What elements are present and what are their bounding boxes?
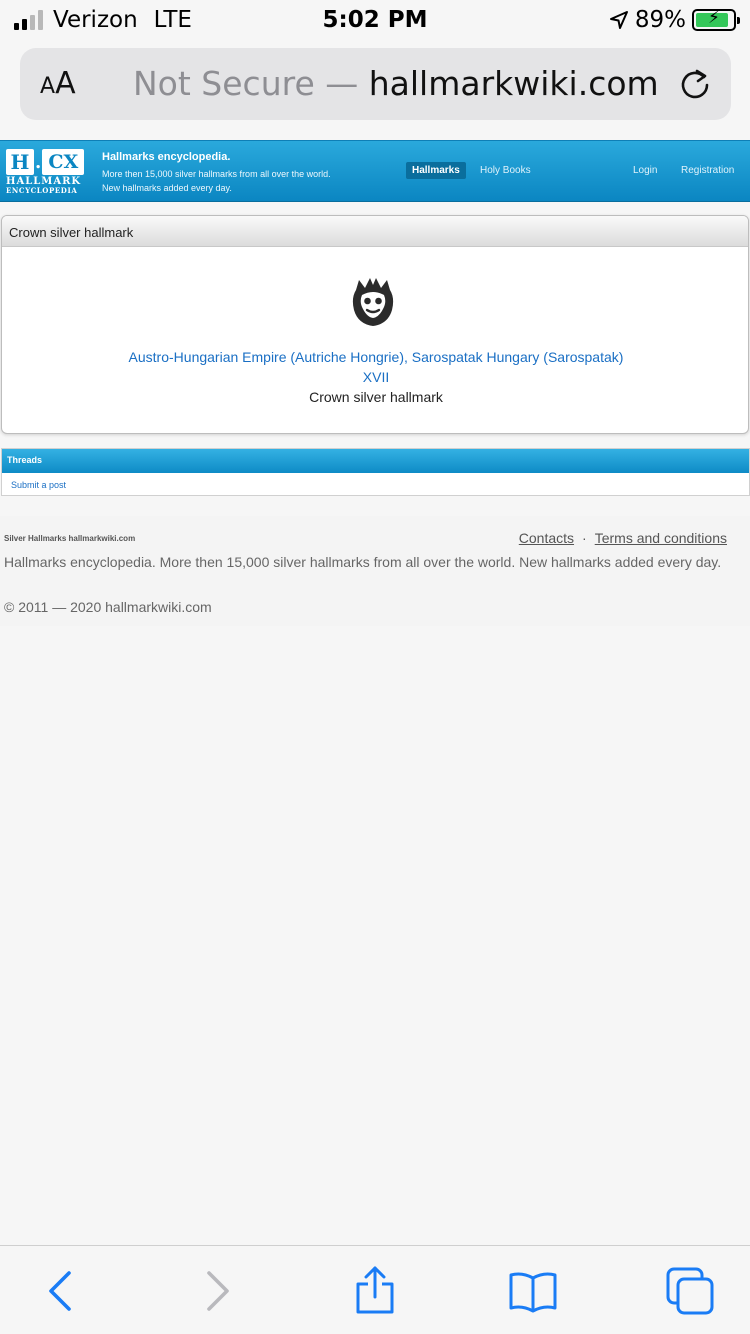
site-title: Hallmarks encyclopedia. [102, 151, 231, 163]
back-icon[interactable] [36, 1266, 86, 1316]
location-arrow-icon [609, 10, 629, 30]
threads-header: Threads [2, 449, 749, 473]
terms-link[interactable]: Terms and conditions [594, 530, 727, 546]
address-bar[interactable] [20, 48, 731, 120]
clock: 5:02 PM [322, 7, 428, 33]
site-footer [0, 516, 750, 626]
footer-copyright: © 2011 — 2020 hallmarkwiki.com [4, 599, 212, 615]
footer-brand: Silver Hallmarks hallmarkwiki.com [4, 534, 136, 543]
battery-icon [692, 9, 736, 31]
status-bar [0, 0, 750, 40]
footer-links [519, 530, 727, 546]
nav-login[interactable]: Login [633, 165, 658, 176]
card-title: Crown silver hallmark [2, 216, 748, 247]
nav-registration[interactable]: Registration [681, 165, 735, 176]
tabs-icon[interactable] [665, 1266, 715, 1316]
site-logo[interactable]: H . CX HALLMARK ENCYCLOPEDIA [6, 149, 86, 195]
century-link[interactable]: XVII [362, 369, 390, 385]
network-type: LTE [153, 7, 192, 33]
nav-hallmarks[interactable]: Hallmarks [406, 162, 466, 179]
crown-hallmark-image[interactable] [350, 276, 396, 330]
submit-post-link[interactable]: Submit a post [11, 480, 67, 490]
forward-icon[interactable] [192, 1266, 242, 1316]
nav-holy-books[interactable]: Holy Books [480, 165, 531, 176]
location-link[interactable]: Austro-Hungarian Empire (Autriche Hongrie), Sarospatak Hungary (Sarospatak) [128, 349, 624, 365]
site-tagline: More then 15,000 silver hallmarks from all over the world. New hallmarks added every day. [102, 169, 331, 193]
footer-description: Hallmarks encyclopedia. More then 15,000 silver hallmarks from all over the world. New hallmarks added every day. [4, 554, 722, 570]
hallmark-card [1, 215, 749, 434]
carrier-name: Verizon [53, 7, 138, 33]
footer-separator: · [582, 530, 587, 546]
hallmark-caption: Crown silver hallmark [309, 389, 443, 405]
charging-bolt-icon: ⚡ [708, 8, 720, 28]
reload-icon[interactable] [677, 66, 713, 102]
browser-toolbar [0, 1245, 750, 1334]
url-field[interactable] [133, 64, 659, 103]
site-header [0, 140, 750, 202]
contacts-link[interactable]: Contacts [518, 530, 575, 546]
battery-percent: 89% [634, 7, 686, 33]
share-icon[interactable] [350, 1266, 400, 1316]
not-secure-label: Not Secure — [133, 64, 359, 103]
text-size-button[interactable]: AA [40, 66, 76, 101]
bookmarks-icon[interactable] [508, 1266, 558, 1316]
threads-panel [1, 448, 750, 496]
domain-text: hallmarkwiki.com [368, 64, 659, 103]
